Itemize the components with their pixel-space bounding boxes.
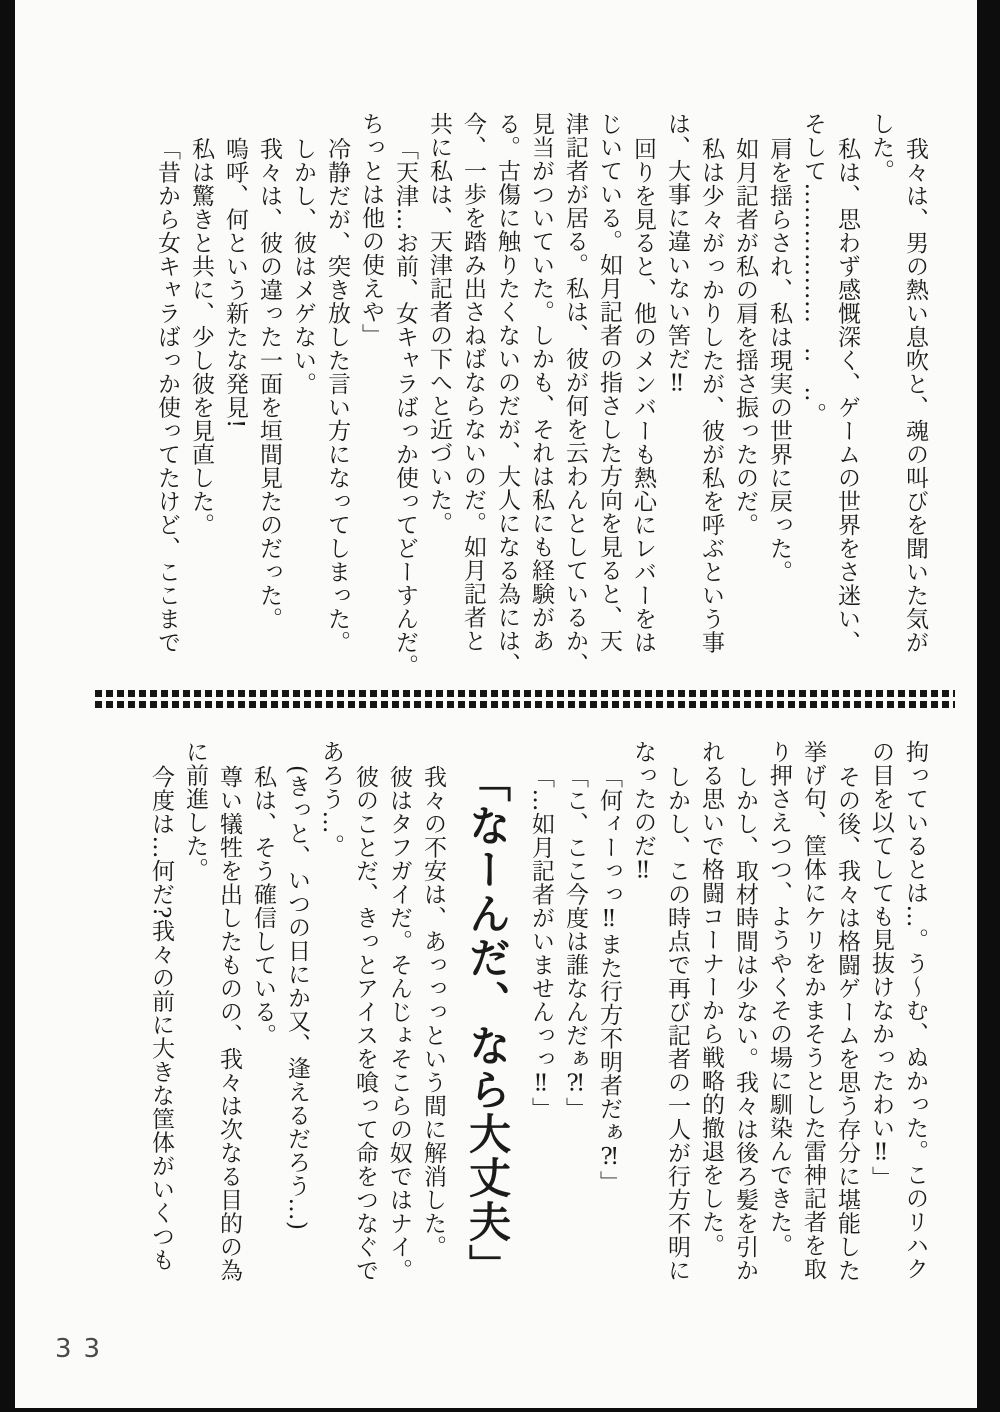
text-column: 私は、思わず感慨深く、ゲームの世界をさ迷い、 — [834, 137, 860, 654]
section-divider — [95, 690, 955, 708]
quote-column: 「こ、ここ今度は誰なんだぁ⁈」 — [562, 765, 588, 1121]
text-column: 挙げ句、筐体にケリをかまそうとした雷神記者を取 — [800, 740, 826, 1281]
text-column: 見当がついていた。しかも、それは私にも経験があ — [528, 112, 554, 653]
top-text-section — [15, 112, 977, 690]
bottom-black-border — [0, 1408, 1000, 1412]
text-column: 拘っているとは…。う〜む、ぬかった。このリハク — [902, 740, 928, 1281]
text-column: その後、我々は格闘ゲームを思う存分に堪能した — [834, 765, 860, 1282]
text-column: 津記者が居る。私は、彼が何を云わんとしているか、 — [562, 112, 588, 676]
text-column: 我々の不安は、あっっっという間に解消した。 — [420, 765, 446, 1259]
text-column: 冷静だが、突き放した言い方になってしまった。 — [324, 137, 350, 654]
right-black-border — [977, 0, 1000, 1412]
text-column: しかし、この時点で再び記者の一人が行方不明に — [664, 765, 690, 1282]
quote-column: 「何ィーっっ‼また行方不明者だぁ⁈」 — [596, 765, 622, 1194]
text-column: 我々は、男の熱い息吹と、魂の叫びを聞いた気が — [902, 137, 928, 654]
page — [15, 0, 977, 1408]
text-column: は、大事に違いない筈だ‼ — [664, 112, 690, 397]
quote-column: 「…如月記者がいませんっっ‼」 — [528, 765, 554, 1121]
text-column: 彼はタフガイだ。そんじょそこらの奴ではナイ。 — [386, 765, 412, 1282]
text-column: 今、一歩を踏み出さねばならないのだ。如月記者と — [460, 112, 486, 653]
text-column: あろう…。 — [318, 740, 344, 858]
bottom-text-section — [15, 740, 977, 1340]
emphasized-quote: 「なーんだ、なら大丈夫」 — [463, 760, 512, 1288]
text-column: 如月記者が私の肩を揺さ振ったのだ。 — [732, 137, 758, 537]
quote-column: 「天津…お前、女キャラばっか使ってどーすんだ。 — [392, 137, 418, 678]
text-column: 私は少々がっかりしたが、彼が私を呼ぶという事 — [698, 137, 724, 654]
text-column: 肩を揺らされ、私は現実の世界に戻った。 — [766, 137, 792, 584]
text-column: した。 — [868, 112, 894, 183]
divider-dots-row — [95, 701, 955, 708]
page-number: 33 — [55, 1334, 113, 1364]
text-column: り押さえつつ、ようやくその場に馴染んできた。 — [766, 740, 792, 1257]
text-column: に前進した。 — [182, 740, 208, 881]
text-column: (きっと、いつの日にか又、逢えるだろう…) — [284, 765, 310, 1231]
quote-column: ちっとは他の使えや」 — [358, 112, 384, 347]
text-column: そして……………… ‥ ‥。 — [800, 112, 826, 426]
text-column: る。古傷に触りたくないのだが、大人になる為には、 — [494, 112, 520, 676]
quote-column: 「昔から女キャラばっか使ってたけど、ここまで — [154, 137, 180, 654]
text-column: れる思いで格闘コーナーから戦略的撤退をした。 — [698, 740, 724, 1257]
text-column: 共に私は、天津記者の下へと近づいた。 — [426, 112, 452, 535]
text-column: なったのだ‼ — [630, 740, 656, 884]
text-column: しかし、彼はメゲない。 — [290, 137, 316, 396]
text-column: 我々は、彼の違った一面を垣間見たのだった。 — [256, 137, 282, 631]
text-column: 回りを見ると、他のメンバーも熱心にレバーをは — [630, 137, 656, 654]
text-column: の目を以てしても見抜けなかったわい‼」 — [868, 740, 894, 1190]
text-column: じいている。如月記者の指さした方向を見ると、天 — [596, 112, 622, 653]
text-column: 嗚呼、何という新たな発見! — [222, 137, 248, 429]
text-column: 尊い犠牲を出したものの、我々は次なる目的の為 — [216, 765, 242, 1282]
divider-dots-row — [95, 690, 955, 697]
text-column: 私は驚きと共に、少し彼を見直した。 — [188, 137, 214, 537]
text-column: 彼のことだ、きっとアイスを喰って命をつなぐで — [352, 765, 378, 1282]
text-column: 私は、そう確信している。 — [250, 765, 276, 1047]
text-column: 今度は…何だ?我々の前に大きな筐体がいくつも — [148, 765, 174, 1272]
text-column: しかし、取材時間は少ない。我々は後ろ髪を引か — [732, 765, 758, 1282]
left-black-border — [0, 0, 15, 1412]
